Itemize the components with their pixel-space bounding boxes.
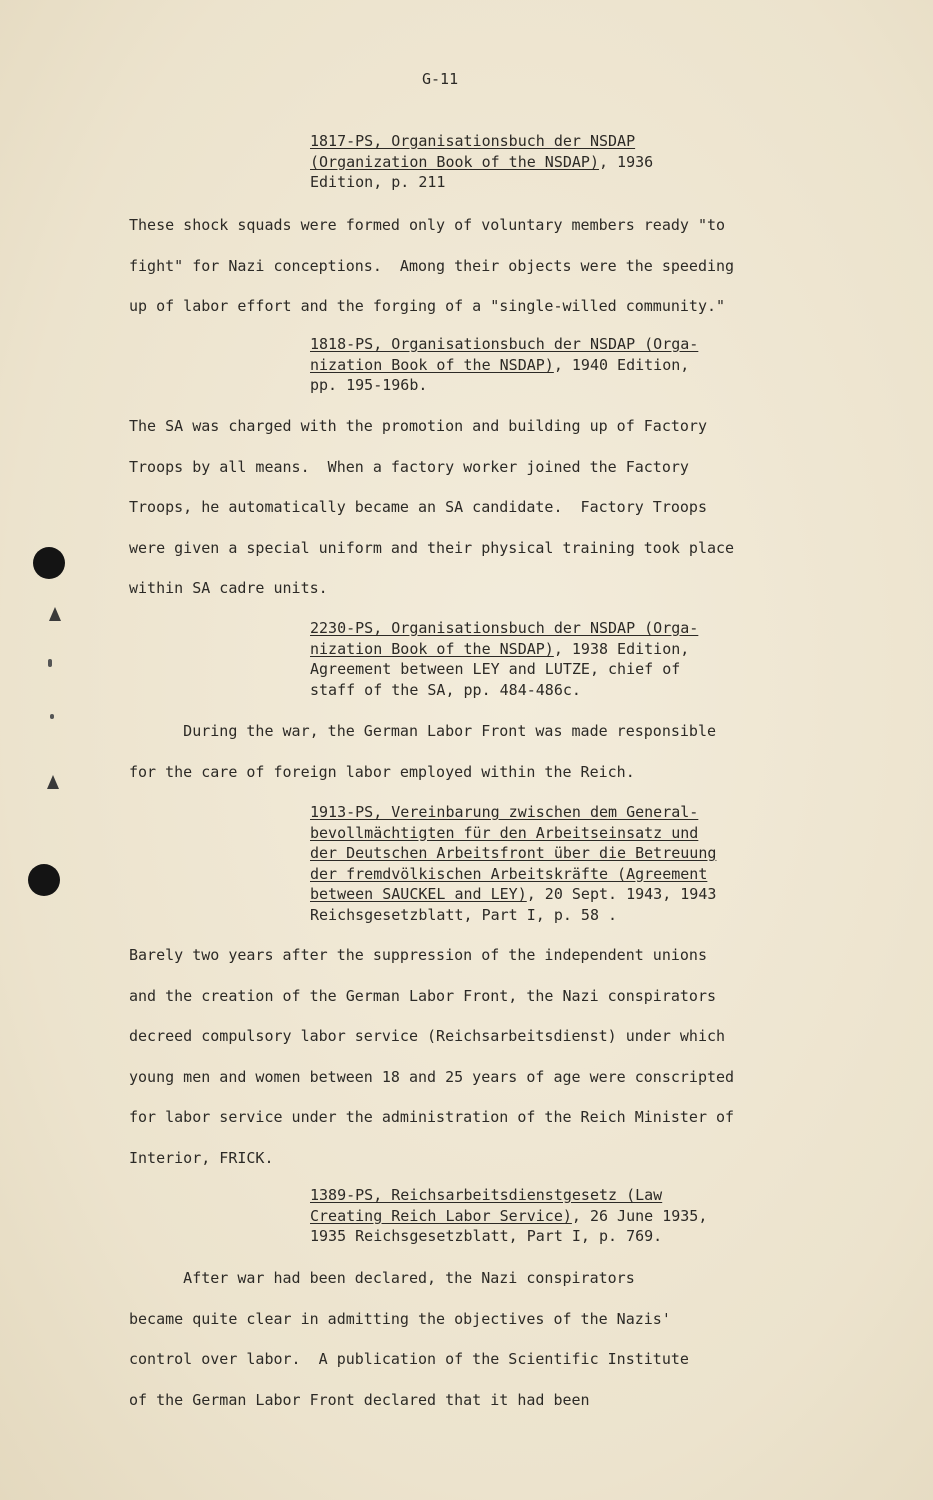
paragraph-line: fight" for Nazi conceptions. Among their objects were the speeding [129, 256, 735, 275]
paragraph-line: of the German Labor Front declared that it had been [129, 1390, 590, 1409]
citation-line [310, 618, 698, 639]
paragraph-line: Troops, he automatically became an SA candidate. Factory Troops [129, 498, 707, 517]
paragraph-line: The SA was charged with the promotion and building up of Factory [129, 417, 707, 435]
paragraph-line: After war had been declared, the Nazi conspirators [129, 1269, 635, 1287]
citation-line [310, 1226, 707, 1247]
citation-line [310, 152, 653, 173]
citation-line [310, 659, 698, 680]
body-paragraph [129, 205, 734, 327]
citation-line [310, 1185, 707, 1206]
citation-detail: 1935 Reichsgesetzblatt, Part I, p. 769. [310, 1227, 663, 1245]
paragraph-line: Troops by all means. When a factory worker joined the Factory [129, 457, 689, 476]
citation-detail: , 26 June 1935, [571, 1206, 708, 1225]
margin-mark [47, 775, 59, 789]
citation-title-underlined: between SAUCKEL and LEY) [310, 885, 527, 903]
body-paragraph [129, 711, 716, 792]
paragraph-line: During the war, the German Labor Front was made responsible [129, 722, 716, 740]
paragraph-line: and the creation of the German Labor Front, the Nazi conspirators [129, 986, 716, 1005]
citation-title-underlined: nization Book of the NSDAP) [310, 639, 554, 658]
paragraph-line: These shock squads were formed only of voluntary members ready "to [129, 216, 726, 234]
citation-block [310, 802, 716, 925]
citation-title-underlined: nization Book of the NSDAP) [310, 355, 554, 374]
citation-line [310, 905, 716, 926]
citation-block [310, 1185, 707, 1247]
citation-line [310, 639, 698, 660]
citation-title-underlined: 1817-PS, Organisationsbuch der NSDAP [310, 132, 636, 150]
paragraph-line: decreed compulsory labor service (Reichsarbeitsdienst) under which [129, 1027, 726, 1046]
body-paragraph [129, 1258, 689, 1420]
citation-line [310, 375, 698, 396]
binder-hole-bottom [28, 864, 60, 896]
citation-detail: , 1936 [598, 152, 654, 171]
citation-detail: Reichsgesetzblatt, Part I, p. 58 . [310, 905, 618, 924]
citation-detail: staff of the SA, pp. 484-486c. [310, 680, 581, 699]
paragraph-line: for labor service under the administration of the Reich Minister of [129, 1108, 735, 1127]
body-paragraph [129, 935, 734, 1179]
page-number: G-11 [422, 70, 459, 88]
citation-line [310, 1206, 707, 1227]
citation-title-underlined: 1913-PS, Vereinbarung zwischen dem General- [310, 803, 699, 821]
paragraph-line: young men and women between 18 and 25 years of age were conscripted [129, 1067, 735, 1086]
citation-line [310, 864, 716, 885]
paragraph-line: up of labor effort and the forging of a "single-willed community." [129, 297, 726, 316]
citation-block [310, 334, 698, 396]
citation-title-underlined: 1389-PS, Reichsarbeitsdienstgesetz (Law [310, 1186, 663, 1204]
citation-title-underlined: bevollmächtigten für den Arbeitseinsatz und [310, 823, 699, 842]
citation-detail: Agreement between LEY and LUTZE, chief of [310, 660, 681, 678]
margin-mark [49, 607, 61, 621]
citation-line [310, 843, 716, 864]
binder-hole-top [33, 547, 65, 579]
citation-detail: , 1938 Edition, [553, 639, 690, 658]
paragraph-line: within SA cadre units. [129, 579, 328, 598]
citation-line [310, 131, 653, 152]
paragraph-line: became quite clear in admitting the objectives of the Nazis' [129, 1309, 671, 1328]
paragraph-line: for the care of foreign labor employed within the Reich. [129, 762, 635, 781]
citation-title-underlined: 2230-PS, Organisationsbuch der NSDAP (Orga- [310, 619, 699, 637]
margin-speck [50, 714, 54, 719]
citation-line [310, 884, 716, 905]
margin-speck [48, 659, 52, 667]
citation-title-underlined: der fremdvölkischen Arbeitskräfte (Agreement [310, 864, 708, 883]
citation-block [310, 618, 698, 700]
citation-line [310, 823, 716, 844]
paragraph-line: control over labor. A publication of the Scientific Institute [129, 1350, 689, 1369]
citation-block [310, 131, 653, 193]
citation-detail: , 20 Sept. 1943, 1943 [526, 885, 717, 903]
citation-line [310, 355, 698, 376]
citation-line [310, 334, 698, 355]
paragraph-line: Interior, FRICK. [129, 1148, 274, 1167]
citation-title-underlined: (Organization Book of the NSDAP) [310, 152, 599, 171]
body-paragraph [129, 406, 734, 609]
citation-title-underlined: Creating Reich Labor Service) [310, 1206, 572, 1225]
citation-line [310, 172, 653, 193]
citation-title-underlined: der Deutschen Arbeitsfront über die Betreuung [310, 844, 717, 862]
citation-detail: Edition, p. 211 [310, 173, 446, 191]
citation-title-underlined: 1818-PS, Organisationsbuch der NSDAP (Orga- [310, 335, 699, 353]
citation-detail: pp. 195-196b. [310, 376, 428, 394]
paragraph-line: Barely two years after the suppression of the independent unions [129, 946, 707, 964]
citation-detail: , 1940 Edition, [553, 355, 690, 374]
citation-line [310, 802, 716, 823]
citation-line [310, 680, 698, 701]
paragraph-line: were given a special uniform and their physical training took place [129, 538, 735, 557]
